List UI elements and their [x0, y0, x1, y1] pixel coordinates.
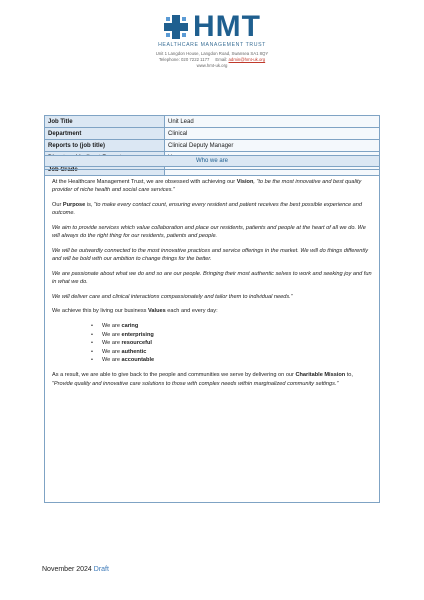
draft-status: Draft [93, 566, 109, 573]
values-term: Values [147, 308, 166, 315]
text: Our [52, 201, 63, 208]
text: We are [102, 357, 122, 364]
values-list [52, 322, 372, 365]
vision-paragraph [52, 178, 372, 194]
list-item [102, 348, 372, 357]
email-label: Email: [215, 57, 228, 62]
text: We are [102, 348, 122, 355]
who-we-are-heading: Who we are [44, 155, 380, 167]
vision-quote: , “to be the most innovative and best quality provider of niche health and social care services.” [52, 179, 362, 194]
value-word: accountable [121, 357, 155, 364]
purpose-term: Purpose [62, 201, 86, 208]
list-item [102, 322, 372, 331]
telephone: Telephone: 020 7222 1177 [158, 57, 210, 62]
vision-term: Vision [236, 179, 254, 185]
row-label: Department [45, 128, 165, 140]
table-row [45, 140, 380, 152]
mission-paragraph [52, 371, 372, 387]
website-link[interactable]: www.hmt-uk.org [196, 63, 228, 68]
medical-cross-icon [163, 14, 189, 40]
row-label: Job Title [45, 116, 165, 128]
row-value: Unit Lead [165, 116, 380, 128]
mission-term: Charitable Mission [295, 372, 346, 379]
list-item [102, 331, 372, 340]
list-item [102, 356, 372, 365]
logo-subtitle: HEALTHCARE MANAGEMENT TRUST [158, 42, 266, 48]
table-row [45, 128, 380, 140]
document-date: November 2024 [42, 566, 92, 573]
people-paragraph: We are passionate about what we do and so are our people. Bringing their most authentic selves to work and seeking joy and fun in what we do. [52, 270, 372, 285]
text: We are [102, 322, 122, 329]
value-word: resourceful [121, 340, 152, 347]
address-line: Unit 1 Langdon House, Langdon Road, Swansea SA1 8QY [155, 51, 269, 56]
logo [0, 10, 424, 43]
text: each and every day: [165, 308, 218, 315]
footer [42, 566, 109, 573]
collaboration-paragraph: We aim to provide services which value collaboration and place our residents, patients and people at the heart of all we do. We will always do the right thing for our residents, patients and people. [52, 224, 366, 240]
row-label: Job Grade [45, 164, 165, 176]
address-block [0, 51, 424, 69]
list-item [102, 339, 372, 348]
value-word: caring [121, 322, 139, 329]
care-paragraph: We will deliver care and clinical interactions compassionately and tailor them to individual needs.” [52, 293, 293, 300]
who-we-are-section [44, 169, 380, 503]
text: We are [102, 340, 122, 347]
row-value: Clinical Deputy Manager [165, 140, 380, 152]
row-label: Reports to (job title) [45, 140, 165, 152]
text: We achieve this by living our business [52, 308, 148, 315]
innovation-paragraph: We will be outwardly connected to the most innovative practices and service offerings in the market. We will do things differently and will be bold with our ambition to change things for the better. [52, 247, 368, 262]
table-row [45, 116, 380, 128]
value-word: authentic [121, 348, 147, 355]
text: is, [85, 201, 94, 208]
value-word: enterprising [121, 331, 154, 338]
text: We are [102, 331, 122, 338]
purpose-quote: “to make every contact count, ensuring every resident and patient receives the best possible experience and outcome. [52, 201, 363, 217]
values-intro [52, 307, 372, 315]
text: to, [345, 372, 353, 379]
row-value: Clinical [165, 128, 380, 140]
text: At the Healthcare Management Trust, we are obsessed with achieving our [52, 179, 237, 185]
logo-text: HMT [193, 10, 261, 43]
text: As a result, we are able to give back to the people and communities we serve by delivering on our [52, 372, 296, 379]
letterhead [0, 10, 424, 69]
purpose-paragraph [52, 201, 372, 217]
mission-quote: “Provide quality and innovative care solutions to those with complex needs within marginalized community settings.” [52, 380, 339, 387]
email-link[interactable]: admin@hmt-uk.org [228, 57, 266, 62]
